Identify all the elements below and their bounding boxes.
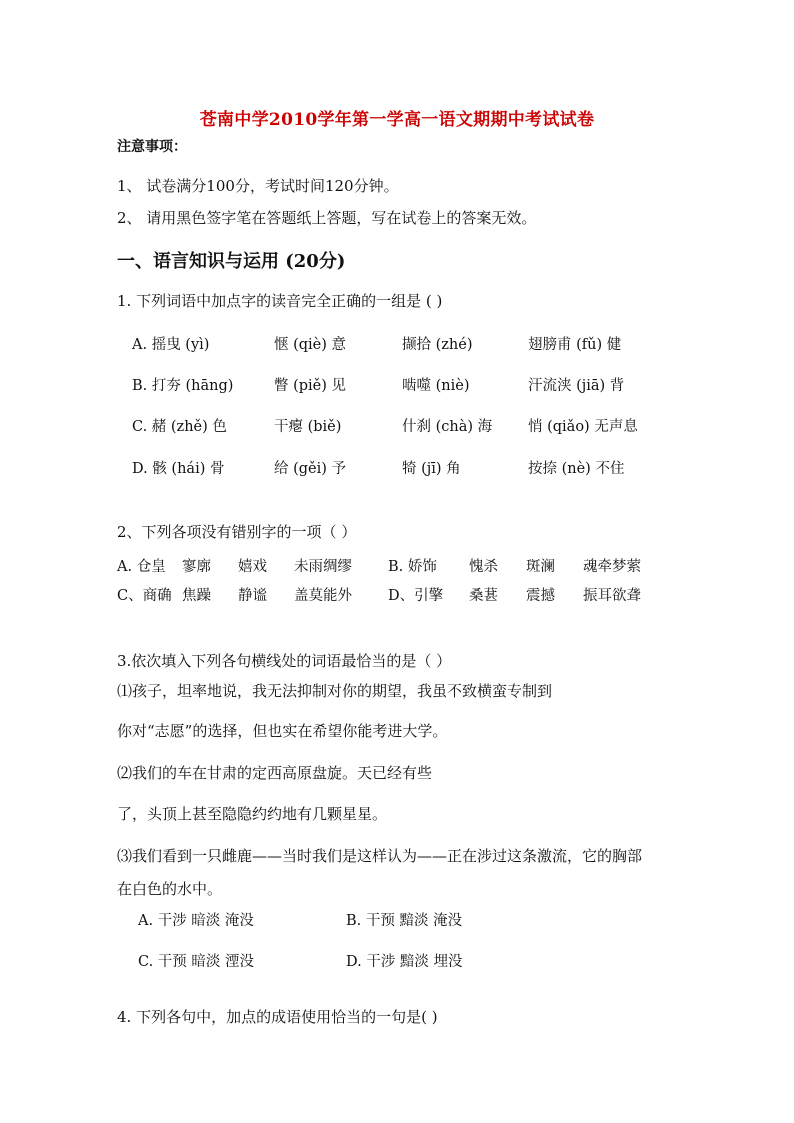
q3-sentence-3a: ⑶我们看到一只雌鹿——当时我们是这样认为——正在涉过这条激流，它的胸部 [117, 847, 643, 865]
q3-option-b: B. 干预 黯淡 淹没 [346, 913, 463, 929]
q2-word: D、引擎 [388, 588, 444, 604]
q1-option: 什刹 (chà) 海 [402, 419, 493, 435]
q1-row-d [132, 457, 624, 478]
q2-word: 静谧 [238, 588, 267, 604]
q1-row-a [132, 333, 621, 354]
notice-item-2: 2、 请用黑色签字笔在答题纸上答题，写在试卷上的答案无效。 [117, 209, 537, 227]
q2-word: 寥廓 [182, 559, 211, 575]
q2-row-2 [117, 584, 641, 605]
q3-stem: 3.依次填入下列各句横线处的词语最恰当的是（ ） [117, 652, 452, 670]
q1-option: 瞥 (piě) 见 [274, 378, 347, 394]
q1-option: 给 (gěi) 予 [274, 461, 347, 477]
q1-option: 汗流浃 (jiā) 背 [528, 378, 625, 394]
q3-option-c: C. 干预 暗淡 湮没 [138, 954, 255, 970]
section-heading: 一、语言知识与运用 (20分) [117, 251, 346, 272]
q2-word: 振耳欲聋 [583, 588, 641, 604]
q2-word: 盖莫能外 [294, 588, 352, 604]
q4-stem: 4. 下列各句中，加点的成语使用恰当的一句是( ) [117, 1008, 438, 1026]
q1-row-b [132, 374, 624, 395]
q2-word: 焦躁 [182, 588, 211, 604]
q1-option: 悄 (qiǎo) 无声息 [528, 419, 638, 435]
q2-word: 嬉戏 [238, 559, 267, 575]
q1-option: 翅膀甫 (fǔ) 健 [528, 337, 622, 353]
q1-option: A. 摇曳 (yì) [132, 337, 210, 353]
q3-sentence-1a: ⑴孩子，坦率地说，我无法抑制对你的期望，我虽不致横蛮专制到 [117, 682, 553, 700]
notice-item-1: 1、 试卷满分100分，考试时间120分钟。 [117, 177, 399, 195]
q2-stem: 2、下列各项没有错别字的一项（ ） [117, 523, 357, 541]
q1-option: D. 骸 (hái) 骨 [132, 461, 225, 477]
q1-option: 犄 (jī) 角 [402, 461, 461, 477]
q1-option: 啮噬 (niè) [402, 378, 470, 394]
q2-word: B. 娇饰 [388, 559, 437, 575]
q2-word: 斑澜 [526, 559, 555, 575]
exam-title: 苍南中学2010学年第一学高一语文期期中考试试卷 [199, 110, 595, 130]
q1-option: 干瘪 (biě) [274, 419, 342, 435]
q1-option: 按捺 (nè) 不住 [528, 461, 625, 477]
q1-option: 撷拾 (zhé) [402, 337, 473, 353]
q2-word: 震撼 [526, 588, 555, 604]
q1-option: C. 赭 (zhě) 色 [132, 419, 227, 435]
q2-word: C、商确 [117, 588, 172, 604]
q3-option-d: D. 干涉 黯淡 埋没 [346, 954, 463, 970]
q3-sentence-1b: 你对“志愿”的选择，但也实在希望你能考进大学。 [117, 722, 448, 740]
q2-row-1 [117, 555, 641, 576]
q2-word: A. 仓皇 [117, 559, 166, 575]
q2-word: 未雨绸缪 [294, 559, 352, 575]
q3-option-a: A. 干涉 暗淡 淹没 [138, 913, 254, 929]
q1-row-c [132, 415, 638, 436]
notice-heading: 注意事项： [117, 139, 187, 155]
q2-word: 愧杀 [469, 559, 498, 575]
q1-option: 惬 (qiè) 意 [274, 337, 347, 353]
q2-word: 桑葚 [469, 588, 498, 604]
q3-sentence-2b: 了，头顶上甚至隐隐约约地有几颗星星。 [117, 805, 388, 823]
q1-stem: 1. 下列词语中加点字的读音完全正确的一组是 ( ) [117, 292, 443, 310]
q2-word: 魂牵梦萦 [583, 559, 641, 575]
q1-option: B. 打夯 (hāng) [132, 378, 234, 394]
q3-sentence-3b: 在白色的水中。 [117, 880, 223, 898]
q3-sentence-2a: ⑵我们的车在甘肃的定西高原盘旋。天已经有些 [117, 764, 433, 782]
